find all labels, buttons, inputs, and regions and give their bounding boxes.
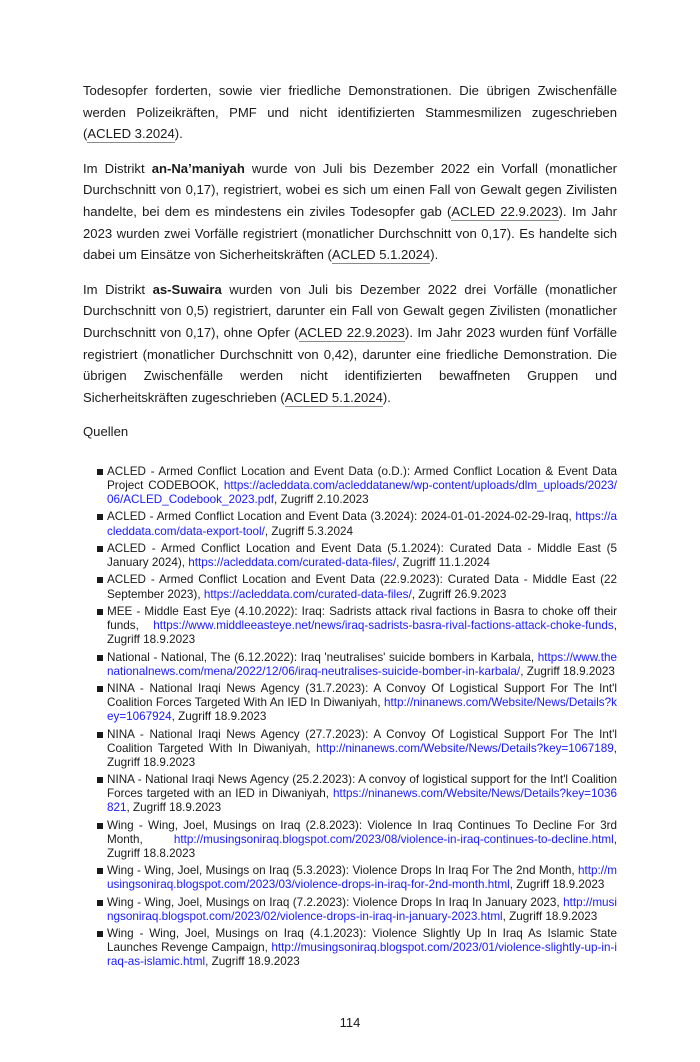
text: wurde von Juli bis Dezember 2022 ein Vorfall (monatlicher Durchschnitt von 0,17), registriert, wobei es sich um einen Fall von Gewalt gegen Zivilisten handelte, bei dem es mindestens ein ziviles Todesopfer gab ( bbox=[83, 160, 617, 219]
reference-item: ACLED - Armed Conflict Location and Event Data (o.D.): Armed Conflict Location & Event Data Project CODEBOOK, https://acleddata.com/acleddatanew/wp-content/uploads/dlm_uploads/2023/06/ACLED_Codebook_2023.pdf, Zugriff 2.10.2023 bbox=[107, 465, 617, 507]
reference-text: Wing - Wing, Joel, Musings on Iraq (7.2.2023): Violence Drops In Iraq In January 2023 bbox=[107, 895, 557, 909]
reference-text: MEE - Middle East Eye (4.10.2022): Iraq: Sadrists attack rival factions in Basra to choke off their funds bbox=[107, 604, 617, 633]
references-list bbox=[83, 465, 617, 970]
district-name: an-Na’maniyah bbox=[151, 160, 245, 176]
reference-url[interactable]: http://musingsoniraq.blogspot.com/2023/08/violence-in-iraq-continues-to-decline.html bbox=[173, 832, 614, 846]
paragraph-as-suwaira bbox=[83, 279, 617, 409]
district-name: as-Suwaira bbox=[152, 281, 222, 297]
text: ). bbox=[174, 126, 183, 142]
bullet-icon bbox=[97, 732, 103, 738]
reference-access-date: Zugriff 18.9.2023 bbox=[178, 710, 267, 724]
reference-text: NINA - National Iraqi News Agency (27.7.2023): A Convoy Of Logistical Support For The Int'l Coalition Targeted With In Diwaniyah bbox=[107, 727, 617, 755]
bullet-icon bbox=[97, 900, 103, 906]
reference-access-date: Zugriff 18.9.2023 bbox=[516, 878, 605, 892]
reference-url[interactable]: https://acleddata.com/data-export-tool/ bbox=[107, 510, 617, 538]
page-number: 114 bbox=[339, 1014, 361, 1030]
reference-item: Wing - Wing, Joel, Musings on Iraq (4.1.2023): Violence Slightly Up In Iraq As Islamic State Launches Revenge Campaign, http://musingsoniraq.blogspot.com/2023/01/violence-slightly-up-in-iraq-as-islamic.html, Zugriff 18.9.2023 bbox=[107, 927, 617, 969]
citation-link[interactable]: ACLED 5.1.2024 bbox=[331, 247, 431, 263]
reference-text: NINA - National Iraqi News Agency (25.2.2023): A convoy of logistical support for the Int'l Coalition Forces targeted with an IED in Diwaniyah bbox=[107, 773, 617, 801]
reference-item: National - National, The (6.12.2022): Iraq 'neutralises' suicide bombers in Karbala, https://www.thenationalnews.com/mena/2022/12/06/iraq-neutralises-suicide-bomber-in-karbala/, Zugriff 18.9.2023 bbox=[107, 651, 617, 679]
reference-access-date: Zugriff 18.9.2023 bbox=[509, 909, 598, 923]
reference-text: ACLED - Armed Conflict Location and Event Data (5.1.2024): Curated Data - Middle East (5 January 2024) bbox=[107, 541, 617, 570]
reference-text: ACLED - Armed Conflict Location and Event Data (o.D.): Armed Conflict Location & Event Data Project CODEBOOK bbox=[107, 464, 617, 492]
reference-url[interactable]: http://ninanews.com/Website/News/Details?key=1067924 bbox=[107, 696, 617, 724]
reference-url[interactable]: https://acleddata.com/acleddatanew/wp-content/uploads/dlm_uploads/2023/06/ACLED_Codebook_2023.pdf bbox=[107, 479, 617, 507]
bullet-icon bbox=[97, 777, 103, 783]
citation-link[interactable]: ACLED 3.2024 bbox=[87, 126, 175, 142]
bullet-icon bbox=[97, 609, 103, 615]
reference-item: NINA - National Iraqi News Agency (31.7.2023): A Convoy Of Logistical Support For The Int'l Coalition Forces Targeted With An IED In Diwaniyah, http://ninanews.com/Website/News/Details?key=1067924, Zugriff 18.9.2023 bbox=[107, 682, 617, 724]
reference-item: Wing - Wing, Joel, Musings on Iraq (7.2.2023): Violence Drops In Iraq In January 2023, http://musingsoniraq.blogspot.com/2023/02/violence-drops-in-iraq-in-january-2023.html, Zugriff 18.9.2023 bbox=[107, 896, 617, 924]
reference-item: NINA - National Iraqi News Agency (27.7.2023): A Convoy Of Logistical Support For The Int'l Coalition Targeted With In Diwaniyah, http://ninanews.com/Website/News/Details?key=1067189, Zugriff 18.9.2023 bbox=[107, 728, 617, 770]
bullet-icon bbox=[97, 577, 103, 583]
bullet-icon bbox=[97, 546, 103, 552]
bullet-icon bbox=[97, 931, 103, 937]
reference-item: Wing - Wing, Joel, Musings on Iraq (2.8.2023): Violence In Iraq Continues To Decline For 3rd Month, http://musingsoniraq.blogspot.com/2023/08/violence-in-iraq-continues-to-decline.html, Zugriff 18.8.2023 bbox=[107, 819, 617, 861]
reference-text: Wing - Wing, Joel, Musings on Iraq (5.3.2023): Violence Drops In Iraq For The 2nd Month bbox=[107, 864, 572, 878]
reference-text: National - National, The (6.12.2022): Iraq 'neutralises' suicide bombers in Karbala bbox=[107, 650, 531, 664]
text: wurden von Juli bis Dezember 2022 drei Vorfälle (monatlicher Durchschnitt von 0,5) registriert, darunter ein Fall von Gewalt gegen Zivilisten (monatlicher Durchschnitt von 0,17), ohne Opfer ( bbox=[83, 281, 617, 340]
reference-url[interactable]: http://musingsoniraq.blogspot.com/2023/03/violence-drops-in-iraq-for-2nd-month.html bbox=[107, 864, 617, 892]
reference-access-date: Zugriff 18.9.2023 bbox=[133, 801, 222, 815]
reference-item: ACLED - Armed Conflict Location and Event Data (22.9.2023): Curated Data - Middle East (22 September 2023), https://acleddata.com/curated-data-files/, Zugriff 26.9.2023 bbox=[107, 573, 617, 601]
reference-access-date: Zugriff 18.8.2023 bbox=[107, 846, 196, 860]
bullet-icon bbox=[97, 868, 103, 874]
reference-item: ACLED - Armed Conflict Location and Event Data (3.2024): 2024-01-01-2024-02-29-Iraq, https://acleddata.com/data-export-tool/, Zugriff 5.3.2024 bbox=[107, 510, 617, 538]
text: ). bbox=[430, 247, 439, 263]
bullet-icon bbox=[97, 686, 103, 692]
reference-url[interactable]: https://acleddata.com/curated-data-files/ bbox=[188, 556, 397, 570]
paragraph-summary bbox=[83, 80, 617, 145]
bullet-icon bbox=[97, 655, 103, 661]
bullet-icon bbox=[97, 514, 103, 520]
reference-access-date: Zugriff 18.9.2023 bbox=[526, 664, 615, 678]
page-content bbox=[83, 0, 617, 970]
reference-access-date: Zugriff 5.3.2024 bbox=[271, 524, 354, 538]
reference-item: MEE - Middle East Eye (4.10.2022): Iraq: Sadrists attack rival factions in Basra to choke off their funds, https://www.middleeasteye.net/news/iraq-sadrists-basra-rival-factions-attack-choke-funds, Zugriff 18.9.2023 bbox=[107, 605, 617, 647]
reference-url[interactable]: https://acleddata.com/curated-data-files/ bbox=[203, 587, 412, 601]
reference-url[interactable]: https://www.thenationalnews.com/mena/2022/12/06/iraq-neutralises-suicide-bomber-in-karbala/ bbox=[107, 650, 617, 678]
text: Im Distrikt bbox=[83, 160, 152, 176]
reference-url[interactable]: http://musingsoniraq.blogspot.com/2023/01/violence-slightly-up-in-iraq-as-islamic.html bbox=[107, 941, 617, 969]
reference-text: ACLED - Armed Conflict Location and Event Data (3.2024): 2024-01-01-2024-02-29-Iraq bbox=[107, 510, 569, 524]
citation-link[interactable]: ACLED 22.9.2023 bbox=[451, 203, 559, 219]
reference-url[interactable]: http://musingsoniraq.blogspot.com/2023/02/violence-drops-in-iraq-in-january-2023.html bbox=[107, 895, 617, 923]
reference-access-date: Zugriff 2.10.2023 bbox=[280, 493, 369, 507]
reference-url[interactable]: http://ninanews.com/Website/News/Details?key=1067189 bbox=[316, 741, 614, 755]
reference-url[interactable]: https://www.middleeasteye.net/news/iraq-sadrists-basra-rival-factions-attack-choke-funds bbox=[153, 619, 614, 633]
reference-access-date: Zugriff 11.1.2024 bbox=[402, 556, 490, 570]
reference-text: ACLED - Armed Conflict Location and Event Data (22.9.2023): Curated Data - Middle East (22 September 2023) bbox=[107, 573, 617, 601]
reference-text: Wing - Wing, Joel, Musings on Iraq (4.1.2023): Violence Slightly Up In Iraq As Islamic State Launches Revenge Campaign bbox=[107, 927, 617, 955]
reference-text: Wing - Wing, Joel, Musings on Iraq (2.8.2023): Violence In Iraq Continues To Decline For 3rd Month bbox=[107, 818, 617, 846]
citation-link[interactable]: ACLED 5.1.2024 bbox=[284, 389, 383, 405]
reference-item: NINA - National Iraqi News Agency (25.2.2023): A convoy of logistical support for the Int'l Coalition Forces targeted with an IED in Diwaniyah, https://ninanews.com/Website/News/Details?key=1036821, Zugriff 18.9.2023 bbox=[107, 773, 617, 815]
reference-text: NINA - National Iraqi News Agency (31.7.2023): A Convoy Of Logistical Support For The Int'l Coalition Forces Targeted With An IED In Diwaniyah bbox=[107, 682, 617, 710]
text: ). Im Jahr 2023 wurden zwei Vorfälle registriert (monatlicher Durchschnitt von 0,17). Es handelte sich dabei um Einsätze von Sicherheitskräften ( bbox=[83, 203, 617, 263]
reference-url[interactable]: https://ninanews.com/Website/News/Details?key=1036821 bbox=[107, 787, 617, 815]
text: Im Distrikt bbox=[83, 281, 153, 297]
reference-item: ACLED - Armed Conflict Location and Event Data (5.1.2024): Curated Data - Middle East (5 January 2024), https://acleddata.com/curated-data-files/, Zugriff 11.1.2024 bbox=[107, 542, 617, 570]
text: Todesopfer forderten, sowie vier friedliche Demonstrationen. Die übrigen Zwischenfälle werden Polizeikräften, PMF und nicht identifizierten Stammesmilizen zugeschrieben ( bbox=[83, 83, 617, 142]
reference-access-date: Zugriff 18.9.2023 bbox=[211, 955, 300, 969]
text: ). Im Jahr 2023 wurden fünf Vorfälle registriert (monatlicher Durchschnitt von 0,42), darunter eine friedliche Demonstration. Die übrigen Zwischenfälle werden nicht identifizierten bewaffneten Gruppen und Sicherheitskräften zugeschrieben ( bbox=[83, 324, 617, 405]
citation-link[interactable]: ACLED 22.9.2023 bbox=[298, 324, 405, 340]
sources-heading: Quellen bbox=[83, 424, 129, 440]
paragraph-an-namaniyah bbox=[83, 158, 617, 266]
reference-access-date: Zugriff 18.9.2023 bbox=[107, 755, 196, 769]
reference-access-date: Zugriff 26.9.2023 bbox=[418, 587, 507, 601]
reference-access-date: Zugriff 18.9.2023 bbox=[107, 633, 196, 647]
text: ). bbox=[382, 389, 391, 405]
bullet-icon bbox=[97, 469, 103, 475]
bullet-icon bbox=[97, 823, 103, 829]
reference-item: Wing - Wing, Joel, Musings on Iraq (5.3.2023): Violence Drops In Iraq For The 2nd Month, http://musingsoniraq.blogspot.com/2023/03/violence-drops-in-iraq-for-2nd-month.html, Zugriff 18.9.2023 bbox=[107, 864, 617, 892]
